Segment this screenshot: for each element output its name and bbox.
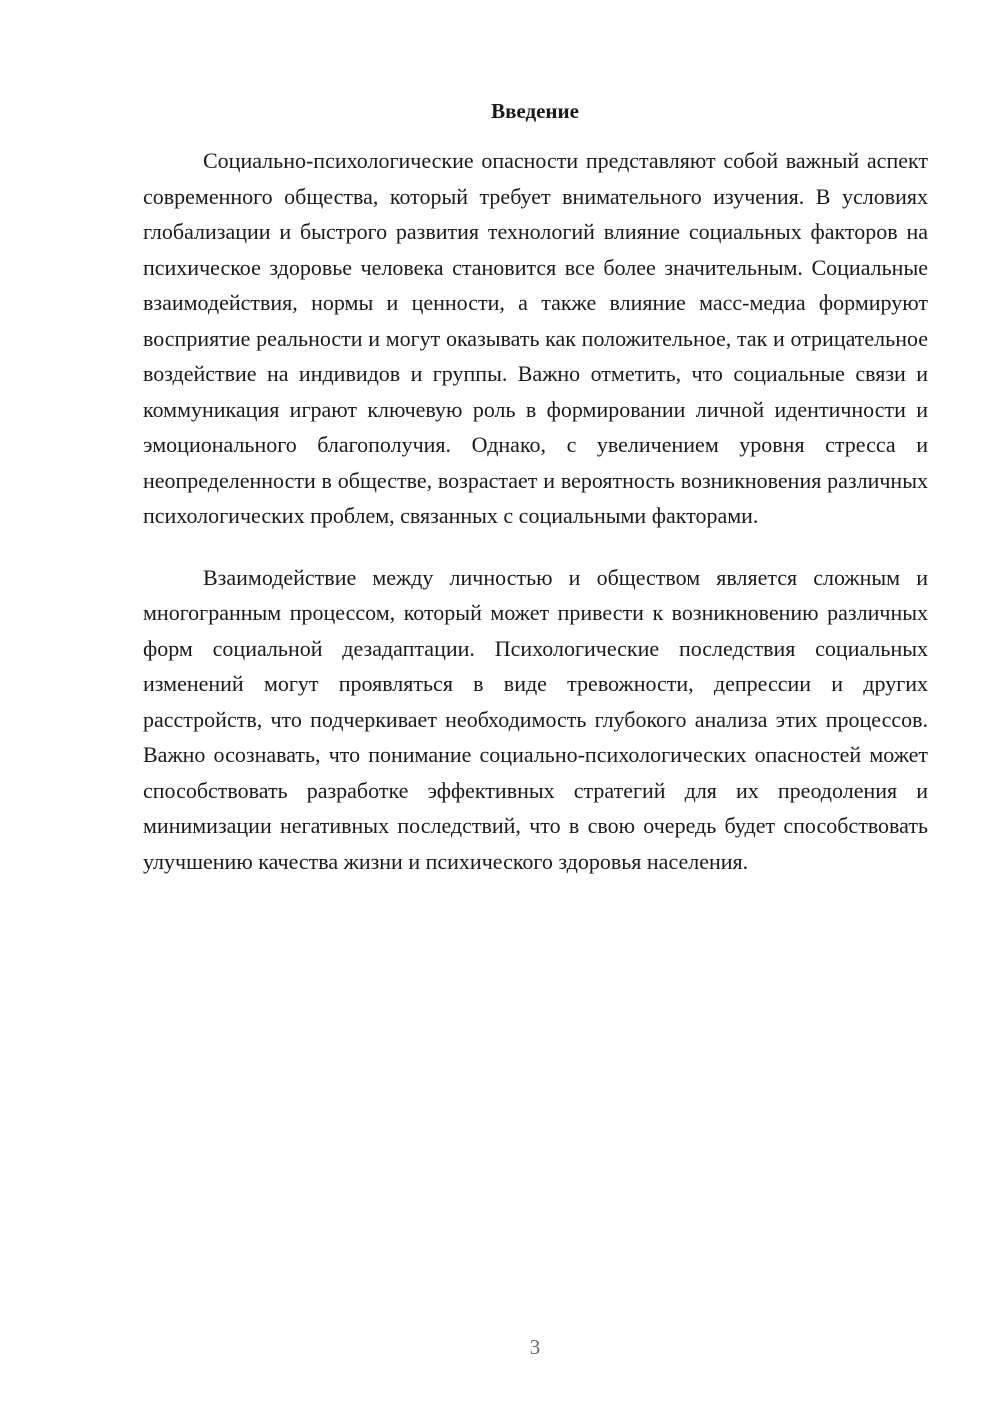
page-number: 3: [529, 1335, 541, 1359]
paragraph-1: Социально-психологические опасности представляют собой важный аспект современного общества, который требует внимательного изучения. В условиях глобализации и быстрого развития технологий влияние социальных факторов на психическое здоровье человека становится все более значительным. Социальные взаимодействия, нормы и ценности, а также влияние масс-медиа формируют восприятие реальности и могут оказывать как положительное, так и отрицательное воздействие на индивидов и группы. Важно отметить, что социальные связи и коммуникация играют ключевую роль в формировании личной идентичности и эмоционального благополучия. Однако, с увеличением уровня стресса и неопределенности в обществе, возрастает и вероятность возникновения различных психологических проблем, связанных с социальными факторами.: [143, 148, 928, 528]
paragraph-2: Взаимодействие между личностью и обществом является сложным и многогранным процессом, который может привести к возникновению различных форм социальной дезадаптации. Психологические последствия социальных изменений могут проявляться в виде тревожности, депрессии и других расстройств, что подчеркивает необходимость глубокого анализа этих процессов. Важно осознавать, что понимание социально-психологических опасностей может способствовать разработке эффективных стратегий для их преодоления и минимизации негативных последствий, что в свою очередь будет способствовать улучшению качества жизни и психического здоровья населения.: [143, 564, 928, 874]
page-title: Введение: [491, 99, 579, 123]
document-body: [143, 143, 928, 879]
